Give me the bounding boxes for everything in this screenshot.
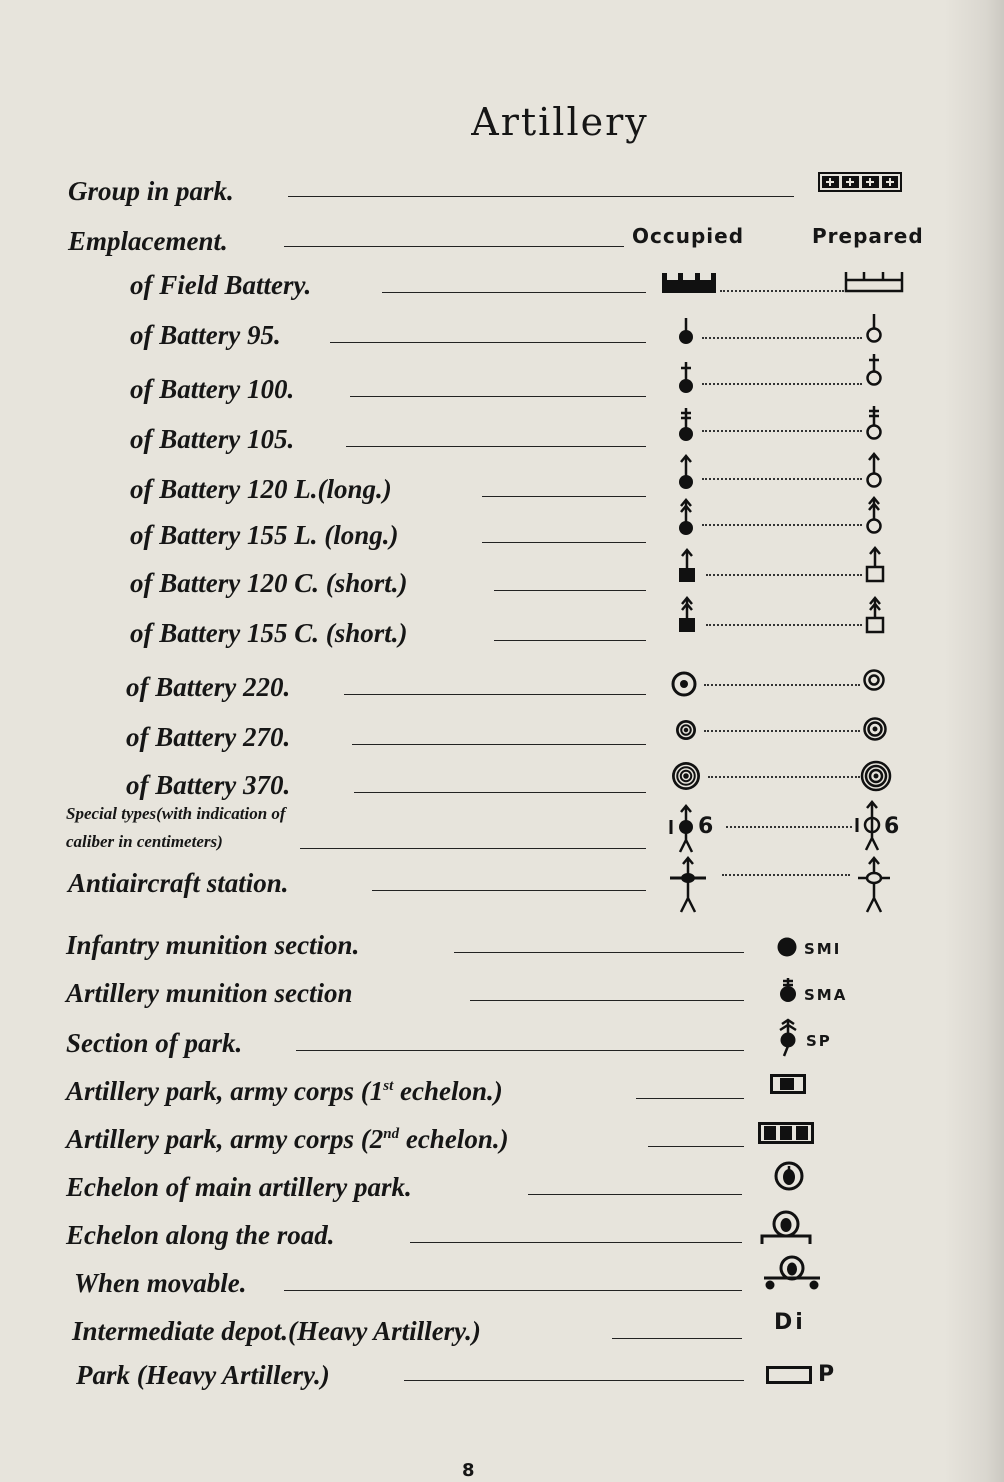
caliber-label-occupied: 6 bbox=[698, 814, 717, 839]
leader-line bbox=[288, 196, 794, 197]
dotted-leader bbox=[708, 776, 860, 778]
label-park-heavy-artillery: Park (Heavy Artillery.) bbox=[76, 1360, 330, 1390]
leader-line bbox=[350, 396, 646, 397]
label-when-movable: When movable. bbox=[74, 1268, 247, 1298]
munition-icon bbox=[776, 1018, 800, 1058]
dotted-leader bbox=[702, 430, 862, 432]
battery-outline-icon bbox=[864, 496, 884, 534]
leader-line bbox=[410, 1242, 742, 1243]
dotted-leader bbox=[702, 524, 862, 526]
label-intermediate-depot: Intermediate depot.(Heavy Artillery.) bbox=[72, 1316, 481, 1346]
label-battery-270: of Battery 270. bbox=[126, 722, 291, 752]
battery-outline-icon bbox=[864, 352, 884, 386]
label-battery-100: of Battery 100. bbox=[130, 374, 295, 404]
special-battery-outline-icon bbox=[854, 800, 884, 852]
leader-line bbox=[528, 1194, 742, 1195]
leader-line bbox=[382, 292, 646, 293]
dotted-leader bbox=[720, 290, 844, 292]
leader-line bbox=[482, 542, 646, 543]
column-header-occupied: Occupied bbox=[632, 224, 745, 248]
label-battery-155-short: of Battery 155 C. (short.) bbox=[130, 618, 408, 648]
battery-solid-icon bbox=[676, 406, 696, 442]
leader-line bbox=[636, 1098, 744, 1099]
antiaircraft-icon bbox=[668, 856, 708, 914]
park-box-icon bbox=[758, 1122, 814, 1144]
leader-line bbox=[354, 792, 646, 793]
label-echelon-along-road: Echelon along the road. bbox=[66, 1220, 335, 1250]
dotted-leader bbox=[706, 574, 862, 576]
dotted-leader bbox=[706, 624, 862, 626]
page-number: 8 bbox=[462, 1460, 475, 1481]
park-box-icon bbox=[766, 1366, 812, 1384]
label-field-battery: of Field Battery. bbox=[130, 270, 312, 300]
battery-outline-icon bbox=[864, 312, 884, 344]
leader-line bbox=[296, 1050, 744, 1051]
code-sp: SP bbox=[806, 1032, 832, 1050]
label-battery-120-short: of Battery 120 C. (short.) bbox=[130, 568, 408, 598]
battery-solid-icon bbox=[676, 596, 698, 634]
dotted-leader bbox=[704, 730, 860, 732]
battery-solid-icon bbox=[676, 454, 696, 490]
dotted-leader bbox=[702, 383, 862, 385]
leader-line bbox=[648, 1146, 744, 1147]
leader-line bbox=[346, 446, 646, 447]
echelon-movable-icon bbox=[758, 1254, 826, 1292]
column-header-prepared: Prepared bbox=[812, 224, 924, 248]
label-artillery-park-2nd: Artillery park, army corps (2nd echelon.) bbox=[66, 1124, 509, 1154]
field-battery-solid-icon bbox=[662, 270, 716, 294]
leader-line bbox=[300, 848, 646, 849]
label-antiaircraft-station: Antiaircraft station. bbox=[68, 868, 289, 898]
battery-solid-icon bbox=[676, 498, 696, 536]
battery-solid-icon bbox=[676, 316, 696, 346]
leader-line bbox=[344, 694, 646, 695]
park-box-icon bbox=[770, 1074, 806, 1094]
label-artillery-munition-section: Artillery munition section bbox=[66, 978, 353, 1008]
concentric-circle-icon bbox=[674, 718, 698, 742]
label-echelon-main-park: Echelon of main artillery park. bbox=[66, 1172, 412, 1202]
battery-outline-icon bbox=[864, 452, 884, 488]
leader-line bbox=[454, 952, 744, 953]
park-group-icon bbox=[818, 172, 902, 192]
leader-line bbox=[470, 1000, 744, 1001]
leader-line bbox=[330, 342, 646, 343]
dotted-leader bbox=[702, 478, 862, 480]
concentric-circle-icon bbox=[860, 760, 892, 792]
label-special-types-line2: caliber in centimeters) bbox=[66, 832, 223, 851]
label-battery-105: of Battery 105. bbox=[130, 424, 295, 454]
munition-icon bbox=[776, 936, 798, 958]
echelon-icon bbox=[758, 1208, 814, 1248]
dotted-leader bbox=[702, 337, 862, 339]
battery-solid-icon bbox=[676, 360, 696, 394]
field-battery-outline-icon bbox=[844, 268, 904, 294]
concentric-circle-icon bbox=[670, 670, 698, 698]
concentric-circle-icon bbox=[862, 716, 888, 742]
dotted-leader bbox=[722, 874, 850, 876]
leader-line bbox=[372, 890, 646, 891]
echelon-icon bbox=[774, 1160, 804, 1192]
label-battery-370: of Battery 370. bbox=[126, 770, 291, 800]
dotted-leader bbox=[726, 826, 852, 828]
code-di: Di bbox=[774, 1310, 806, 1335]
label-emplacement: Emplacement. bbox=[68, 226, 228, 256]
concentric-circle-icon bbox=[670, 760, 702, 792]
code-p: P bbox=[818, 1362, 838, 1387]
concentric-circle-icon bbox=[862, 668, 886, 692]
label-battery-95: of Battery 95. bbox=[130, 320, 281, 350]
dotted-leader bbox=[704, 684, 860, 686]
leader-line bbox=[284, 1290, 742, 1291]
page-title: Artillery bbox=[471, 100, 649, 144]
label-special-types-line1: Special types(with indication of bbox=[66, 804, 286, 823]
label-artillery-park-1st: Artillery park, army corps (1st echelon.) bbox=[66, 1076, 503, 1106]
leader-line bbox=[482, 496, 646, 497]
label-battery-155-long: of Battery 155 L. (long.) bbox=[130, 520, 399, 550]
label-battery-220: of Battery 220. bbox=[126, 672, 291, 702]
caliber-label-prepared: 6 bbox=[884, 814, 903, 839]
leader-line bbox=[284, 246, 624, 247]
label-group-in-park: Group in park. bbox=[68, 176, 234, 206]
antiaircraft-outline-icon bbox=[854, 856, 894, 914]
page-edge bbox=[944, 0, 1004, 1482]
battery-outline-icon bbox=[864, 546, 886, 584]
leader-line bbox=[352, 744, 646, 745]
battery-outline-icon bbox=[864, 596, 886, 634]
leader-line bbox=[494, 640, 646, 641]
battery-solid-icon bbox=[676, 548, 698, 584]
label-section-of-park: Section of park. bbox=[66, 1028, 243, 1058]
label-infantry-munition-section: Infantry munition section. bbox=[66, 930, 360, 960]
leader-line bbox=[404, 1380, 744, 1381]
leader-line bbox=[494, 590, 646, 591]
leader-line bbox=[612, 1338, 742, 1339]
code-smi: SMI bbox=[804, 940, 842, 958]
battery-outline-icon bbox=[864, 404, 884, 440]
munition-icon bbox=[778, 976, 798, 1004]
code-sma: SMA bbox=[804, 986, 848, 1004]
special-battery-solid-icon bbox=[668, 804, 698, 854]
label-battery-120-long: of Battery 120 L.(long.) bbox=[130, 474, 392, 504]
